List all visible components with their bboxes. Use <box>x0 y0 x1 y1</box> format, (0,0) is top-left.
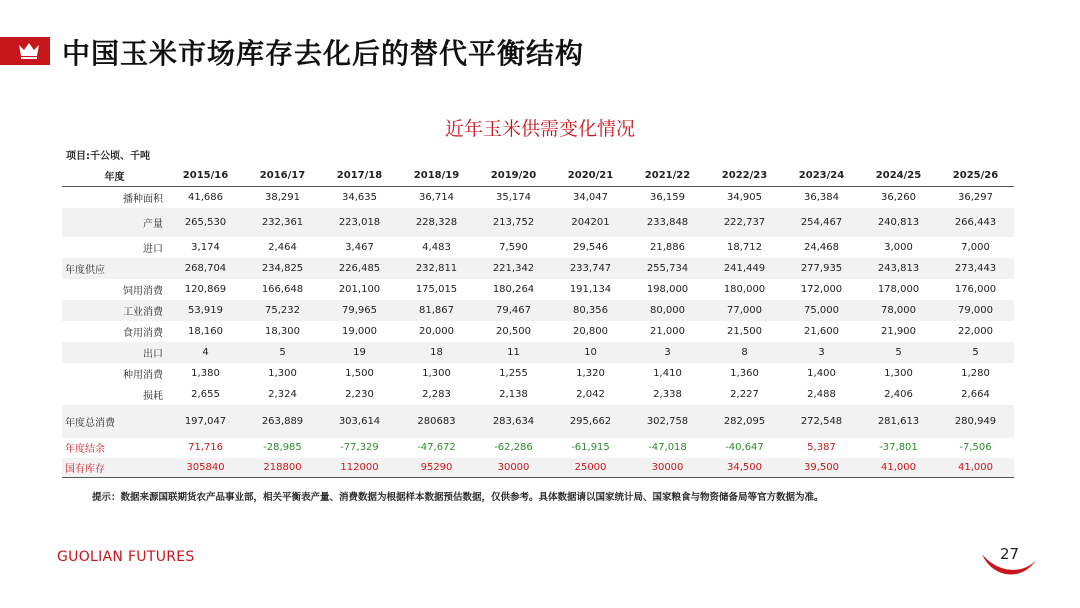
table-cell: 178,000 <box>877 283 920 295</box>
table-cell: 197,047 <box>167 405 244 438</box>
table-cell: 21,900 <box>881 325 916 337</box>
table-cell: 5 <box>937 342 1014 363</box>
table-cell: 36,297 <box>958 191 993 203</box>
table-cell: 38,291 <box>265 191 300 203</box>
year-header: 2021/22 <box>629 164 706 187</box>
table-cell: 2,655 <box>191 388 220 400</box>
table-cell: 221,342 <box>475 258 552 279</box>
table-cell: 2,664 <box>961 388 990 400</box>
table-cell: 120,869 <box>184 283 227 295</box>
table-cell: 21,500 <box>727 325 762 337</box>
table-cell: 180,264 <box>492 283 535 295</box>
table-cell: -28,985 <box>263 442 302 453</box>
table-cell: 204201 <box>552 208 629 237</box>
row-label: 工业消费 <box>62 300 167 321</box>
table-cell: 2,406 <box>884 388 913 400</box>
table-cell: 53,919 <box>167 300 244 321</box>
row-label: 损耗 <box>143 390 163 402</box>
table-cell: 3 <box>629 342 706 363</box>
table-cell: 20,800 <box>573 325 608 337</box>
row-label: 播种面积 <box>123 193 163 205</box>
table-cell: 39,500 <box>783 458 860 478</box>
table-row <box>62 258 1014 279</box>
table-cell: 3,174 <box>191 241 220 253</box>
table-row <box>62 321 1014 342</box>
table-cell: 34,500 <box>706 458 783 478</box>
table-cell: 302,758 <box>629 405 706 438</box>
table-cell: 1,255 <box>499 367 528 379</box>
table-cell: 21,886 <box>650 241 685 253</box>
table-cell: 272,548 <box>783 405 860 438</box>
table-cell: 34,905 <box>727 191 762 203</box>
table-cell: 1,500 <box>345 367 374 379</box>
table-cell: 273,443 <box>937 258 1014 279</box>
table-cell: 223,018 <box>321 208 398 237</box>
table-row <box>62 187 1014 208</box>
year-header: 2020/21 <box>552 164 629 187</box>
table-cell: 19,000 <box>342 325 377 337</box>
table-cell: 218800 <box>244 458 321 478</box>
table-cell: 41,686 <box>188 191 223 203</box>
unit-note: 项目:千公顷、千吨 <box>66 151 150 162</box>
row-label: 国有库存 <box>62 458 167 478</box>
table-cell: 78,000 <box>860 300 937 321</box>
table-cell: -62,286 <box>494 442 533 453</box>
table-cell: 24,468 <box>804 241 839 253</box>
year-header: 2015/16 <box>167 164 244 187</box>
table-cell: 295,662 <box>552 405 629 438</box>
table-cell: 305840 <box>167 458 244 478</box>
table-cell: 5 <box>244 342 321 363</box>
table-cell: 11 <box>475 342 552 363</box>
table-cell: 34,047 <box>573 191 608 203</box>
table-cell: 41,000 <box>860 458 937 478</box>
table-cell: 3,467 <box>345 241 374 253</box>
table-cell: -61,915 <box>571 442 610 453</box>
table-cell: 1,360 <box>730 367 759 379</box>
table-cell: -7,506 <box>959 442 992 453</box>
row-label: 出口 <box>62 342 167 363</box>
table-cell: 95290 <box>398 458 475 478</box>
table-cell: 222,737 <box>706 208 783 237</box>
table-cell: 80,356 <box>552 300 629 321</box>
table-cell: 80,000 <box>629 300 706 321</box>
table-cell: 36,260 <box>881 191 916 203</box>
row-label: 食用消费 <box>123 327 163 339</box>
table-cell: 232,811 <box>398 258 475 279</box>
table-cell: 36,384 <box>804 191 839 203</box>
header-year-label: 年度 <box>62 164 167 187</box>
table-cell: 34,635 <box>342 191 377 203</box>
table-cell: 263,889 <box>244 405 321 438</box>
table-cell: 18,300 <box>265 325 300 337</box>
table-cell: 7,000 <box>961 241 990 253</box>
table-cell: 2,324 <box>268 388 297 400</box>
year-header: 2019/20 <box>475 164 552 187</box>
table-cell: 2,230 <box>345 388 374 400</box>
table-cell: 5 <box>860 342 937 363</box>
table-cell: 18 <box>398 342 475 363</box>
table-cell: 280683 <box>398 405 475 438</box>
table-cell: 8 <box>706 342 783 363</box>
year-header: 2022/23 <box>706 164 783 187</box>
table-cell: 176,000 <box>954 283 997 295</box>
table-cell: 1,410 <box>653 367 682 379</box>
table-cell: 3 <box>783 342 860 363</box>
table-row <box>62 300 1014 321</box>
table-cell: 240,813 <box>860 208 937 237</box>
table-cell: 7,590 <box>499 241 528 253</box>
table-cell: 25000 <box>552 458 629 478</box>
year-header: 2017/18 <box>321 164 398 187</box>
table-row <box>62 384 1014 405</box>
table-row <box>62 237 1014 258</box>
row-label: 进口 <box>143 243 163 255</box>
table-cell: 5,387 <box>807 442 836 453</box>
table-cell: 255,734 <box>629 258 706 279</box>
table-cell: 36,159 <box>650 191 685 203</box>
table-cell: 265,530 <box>167 208 244 237</box>
table-cell: 20,000 <box>419 325 454 337</box>
table-cell: 213,752 <box>475 208 552 237</box>
year-header: 2016/17 <box>244 164 321 187</box>
table-cell: 283,634 <box>475 405 552 438</box>
table-cell: 191,134 <box>569 283 612 295</box>
table-cell: 2,283 <box>422 388 451 400</box>
table-cell: 241,449 <box>706 258 783 279</box>
table-cell: 18,712 <box>727 241 762 253</box>
table-cell: 36,714 <box>419 191 454 203</box>
page-title: 中国玉米市场库存去化后的替代平衡结构 <box>62 37 585 70</box>
table-cell: 3,000 <box>884 241 913 253</box>
table-cell: 198,000 <box>646 283 689 295</box>
table-cell: 281,613 <box>860 405 937 438</box>
row-label: 年度供应 <box>62 258 167 279</box>
table-cell: -40,647 <box>725 442 764 453</box>
table-cell: 19 <box>321 342 398 363</box>
table-cell: 1,300 <box>884 367 913 379</box>
table-cell: 228,328 <box>398 208 475 237</box>
table-cell: 180,000 <box>723 283 766 295</box>
table-cell: 175,015 <box>415 283 458 295</box>
table-cell: 35,174 <box>496 191 531 203</box>
table-cell: 232,361 <box>244 208 321 237</box>
table-cell: 2,042 <box>576 388 605 400</box>
table-cell: 77,000 <box>706 300 783 321</box>
table-cell: 71,716 <box>188 442 223 453</box>
table-cell: 2,488 <box>807 388 836 400</box>
table-cell: 1,400 <box>807 367 836 379</box>
table-cell: 268,704 <box>167 258 244 279</box>
table-cell: 79,000 <box>937 300 1014 321</box>
table-cell: 18,160 <box>188 325 223 337</box>
table-row <box>62 342 1014 363</box>
row-label: 产量 <box>62 208 167 237</box>
table-row <box>62 208 1014 237</box>
table-cell: 112000 <box>321 458 398 478</box>
row-label: 年度结余 <box>65 444 105 455</box>
table-cell: 75,232 <box>244 300 321 321</box>
table-cell: 2,138 <box>499 388 528 400</box>
table-cell: 79,965 <box>321 300 398 321</box>
table-cell: 303,614 <box>321 405 398 438</box>
table-cell: 233,848 <box>629 208 706 237</box>
table-header-row <box>62 164 1014 187</box>
table-cell: -77,329 <box>340 442 379 453</box>
table-cell: 282,095 <box>706 405 783 438</box>
supply-demand-table <box>62 164 1014 478</box>
row-label: 种用消费 <box>123 369 163 381</box>
table-cell: 277,935 <box>783 258 860 279</box>
table-cell: 1,300 <box>268 367 297 379</box>
table-row <box>62 405 1014 438</box>
table-cell: 75,000 <box>783 300 860 321</box>
row-label: 饲用消费 <box>123 285 163 297</box>
table-cell: 21,000 <box>650 325 685 337</box>
table-cell: 1,300 <box>422 367 451 379</box>
brand-name: GUOLIAN FUTURES <box>57 549 195 565</box>
table-cell: -47,672 <box>417 442 456 453</box>
year-header: 2018/19 <box>398 164 475 187</box>
table-cell: 201,100 <box>338 283 381 295</box>
table-cell: 172,000 <box>800 283 843 295</box>
table-cell: 266,443 <box>937 208 1014 237</box>
table-cell: 2,338 <box>653 388 682 400</box>
table-cell: 21,600 <box>804 325 839 337</box>
table-cell: 233,747 <box>552 258 629 279</box>
table-cell: 4 <box>167 342 244 363</box>
crown-icon <box>18 41 40 59</box>
row-label: 年度总消费 <box>62 405 167 438</box>
table-row <box>62 438 1014 458</box>
table-cell: 30000 <box>475 458 552 478</box>
table-cell: 234,825 <box>244 258 321 279</box>
year-header: 2025/26 <box>937 164 1014 187</box>
table-cell: 2,227 <box>730 388 759 400</box>
table-row <box>62 279 1014 300</box>
page-number: 27 <box>1000 545 1020 563</box>
table-cell: 29,546 <box>573 241 608 253</box>
table-cell: 243,813 <box>860 258 937 279</box>
table-cell: -47,018 <box>648 442 687 453</box>
table-cell: 1,320 <box>576 367 605 379</box>
table-cell: 280,949 <box>937 405 1014 438</box>
table-row <box>62 363 1014 384</box>
table-cell: 2,464 <box>268 241 297 253</box>
header-logo <box>0 37 50 65</box>
table-cell: 81,867 <box>398 300 475 321</box>
table-cell: 30000 <box>629 458 706 478</box>
table-cell: 254,467 <box>783 208 860 237</box>
table-cell: 1,280 <box>961 367 990 379</box>
table-row <box>62 458 1014 478</box>
table-title: 近年玉米供需变化情况 <box>444 118 635 140</box>
table-cell: 20,500 <box>496 325 531 337</box>
table-cell: 226,485 <box>321 258 398 279</box>
table-cell: 41,000 <box>937 458 1014 478</box>
year-header: 2024/25 <box>860 164 937 187</box>
year-header: 2023/24 <box>783 164 860 187</box>
table-cell: 22,000 <box>958 325 993 337</box>
table-cell: 10 <box>552 342 629 363</box>
table-cell: 166,648 <box>261 283 304 295</box>
footnote: 提示：数据来源国联期货农产品事业部，相关平衡表产量、消费数据为根据样本数据预估数据，仅供参考。具体数据请以国家统计局、国家粮食与物资储备局等官方数据为准。 <box>92 492 824 503</box>
table-cell: 4,483 <box>422 241 451 253</box>
table-cell: 79,467 <box>475 300 552 321</box>
table-cell: -37,801 <box>879 442 918 453</box>
table-cell: 1,380 <box>191 367 220 379</box>
